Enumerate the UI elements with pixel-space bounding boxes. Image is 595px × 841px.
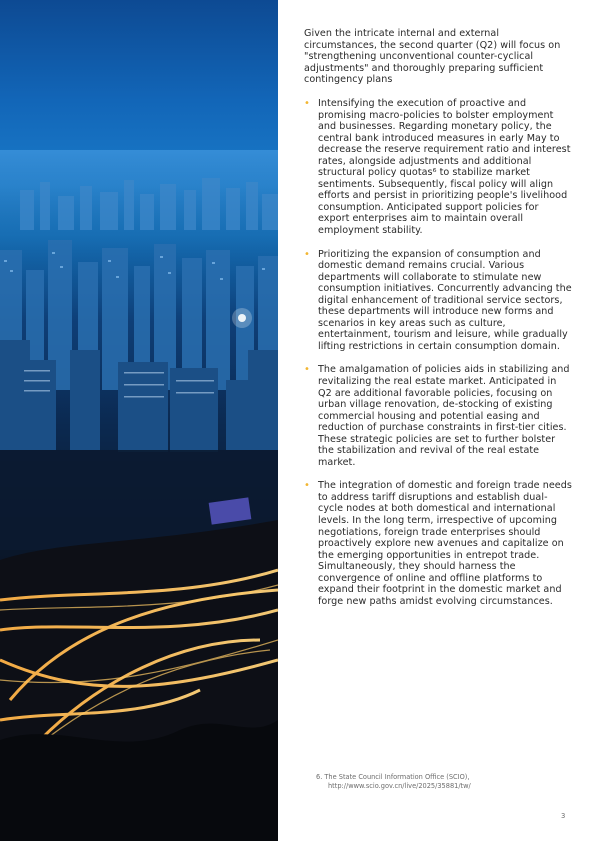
bullet-item [304, 364, 572, 468]
city-night-photo [0, 0, 278, 841]
page-number: 3 [561, 812, 566, 820]
bullet-item [304, 98, 572, 237]
intro-paragraph: Given the intricate internal and external circumstances, the second quarter (Q2) will focus on "strengthening unconventional counter-cyclical adjustments" and thoroughly preparing sufficient contingency plans [304, 28, 561, 86]
footnote-source: The State Council Information Office (SCIO), [324, 773, 470, 781]
main-text-column [304, 28, 572, 619]
city-night-photo-icon [0, 0, 278, 841]
bullet-text: Prioritizing the expansion of consumption and domestic demand remains crucial. Various departments will collaborate to stimulate new consumption initiatives. Concurrently advancing the digital enhancement of traditional service sectors, these departments will introduce new forms and scenarios in key areas such as culture, entertainment, tourism and leisure, while gradually lifting restrictions in certain consumption domain. [318, 248, 572, 352]
footnote-number: 6. [316, 773, 323, 781]
bullet-icon: • [304, 97, 310, 109]
bullet-text: The amalgamation of policies aids in stabilizing and revitalizing the real estate market. Anticipated in Q2 are additional favorable policies, focusing on urban village renovation, de-stocking of existing commercial housing and potential easing and reduction of purchase constraints in first-tier cities. These strategic policies are set to further bolster the stabilization and revival of the real estate market. [318, 364, 570, 468]
footnote-line-1 [316, 773, 556, 782]
bullet-text: The integration of domestic and foreign trade needs to address tariff disruptions and establish dual-cycle nodes at both domestical and international levels. In the long term, irrespective of upcoming negotiations, foreign trade enterprises should proactively explore new avenues and capitalize on the emerging opportunities in entrepot trade. Simultaneously, they should harness the convergence of online and offline platforms to expand their footprint in the domestic market and forge new paths amidst evolving circumstances. [318, 480, 572, 607]
footnote-url[interactable]: http://www.scio.gov.cn/live/2025/35881/tw/ [328, 781, 471, 790]
bullet-item [304, 249, 572, 353]
bullet-icon: • [304, 364, 310, 376]
footnote [316, 773, 556, 790]
bullet-item [304, 480, 572, 607]
bullet-list [304, 98, 572, 607]
bullet-text: Intensifying the execution of proactive and promising macro-policies to bolster employment and businesses. Regarding monetary policy, the central bank introduced measures in early May to decrease the reserve requirement ratio and interest rates, alongside adjustments and additional structural policy quotas⁶ to stabilize market sentiments. Subsequently, fiscal policy will align efforts and persist in prioritizing people's livelihood consumption. Anticipated support policies for export enterprises aim to maintain overall employment stability. [318, 97, 571, 236]
bullet-icon: • [304, 248, 310, 260]
bullet-icon: • [304, 480, 310, 492]
